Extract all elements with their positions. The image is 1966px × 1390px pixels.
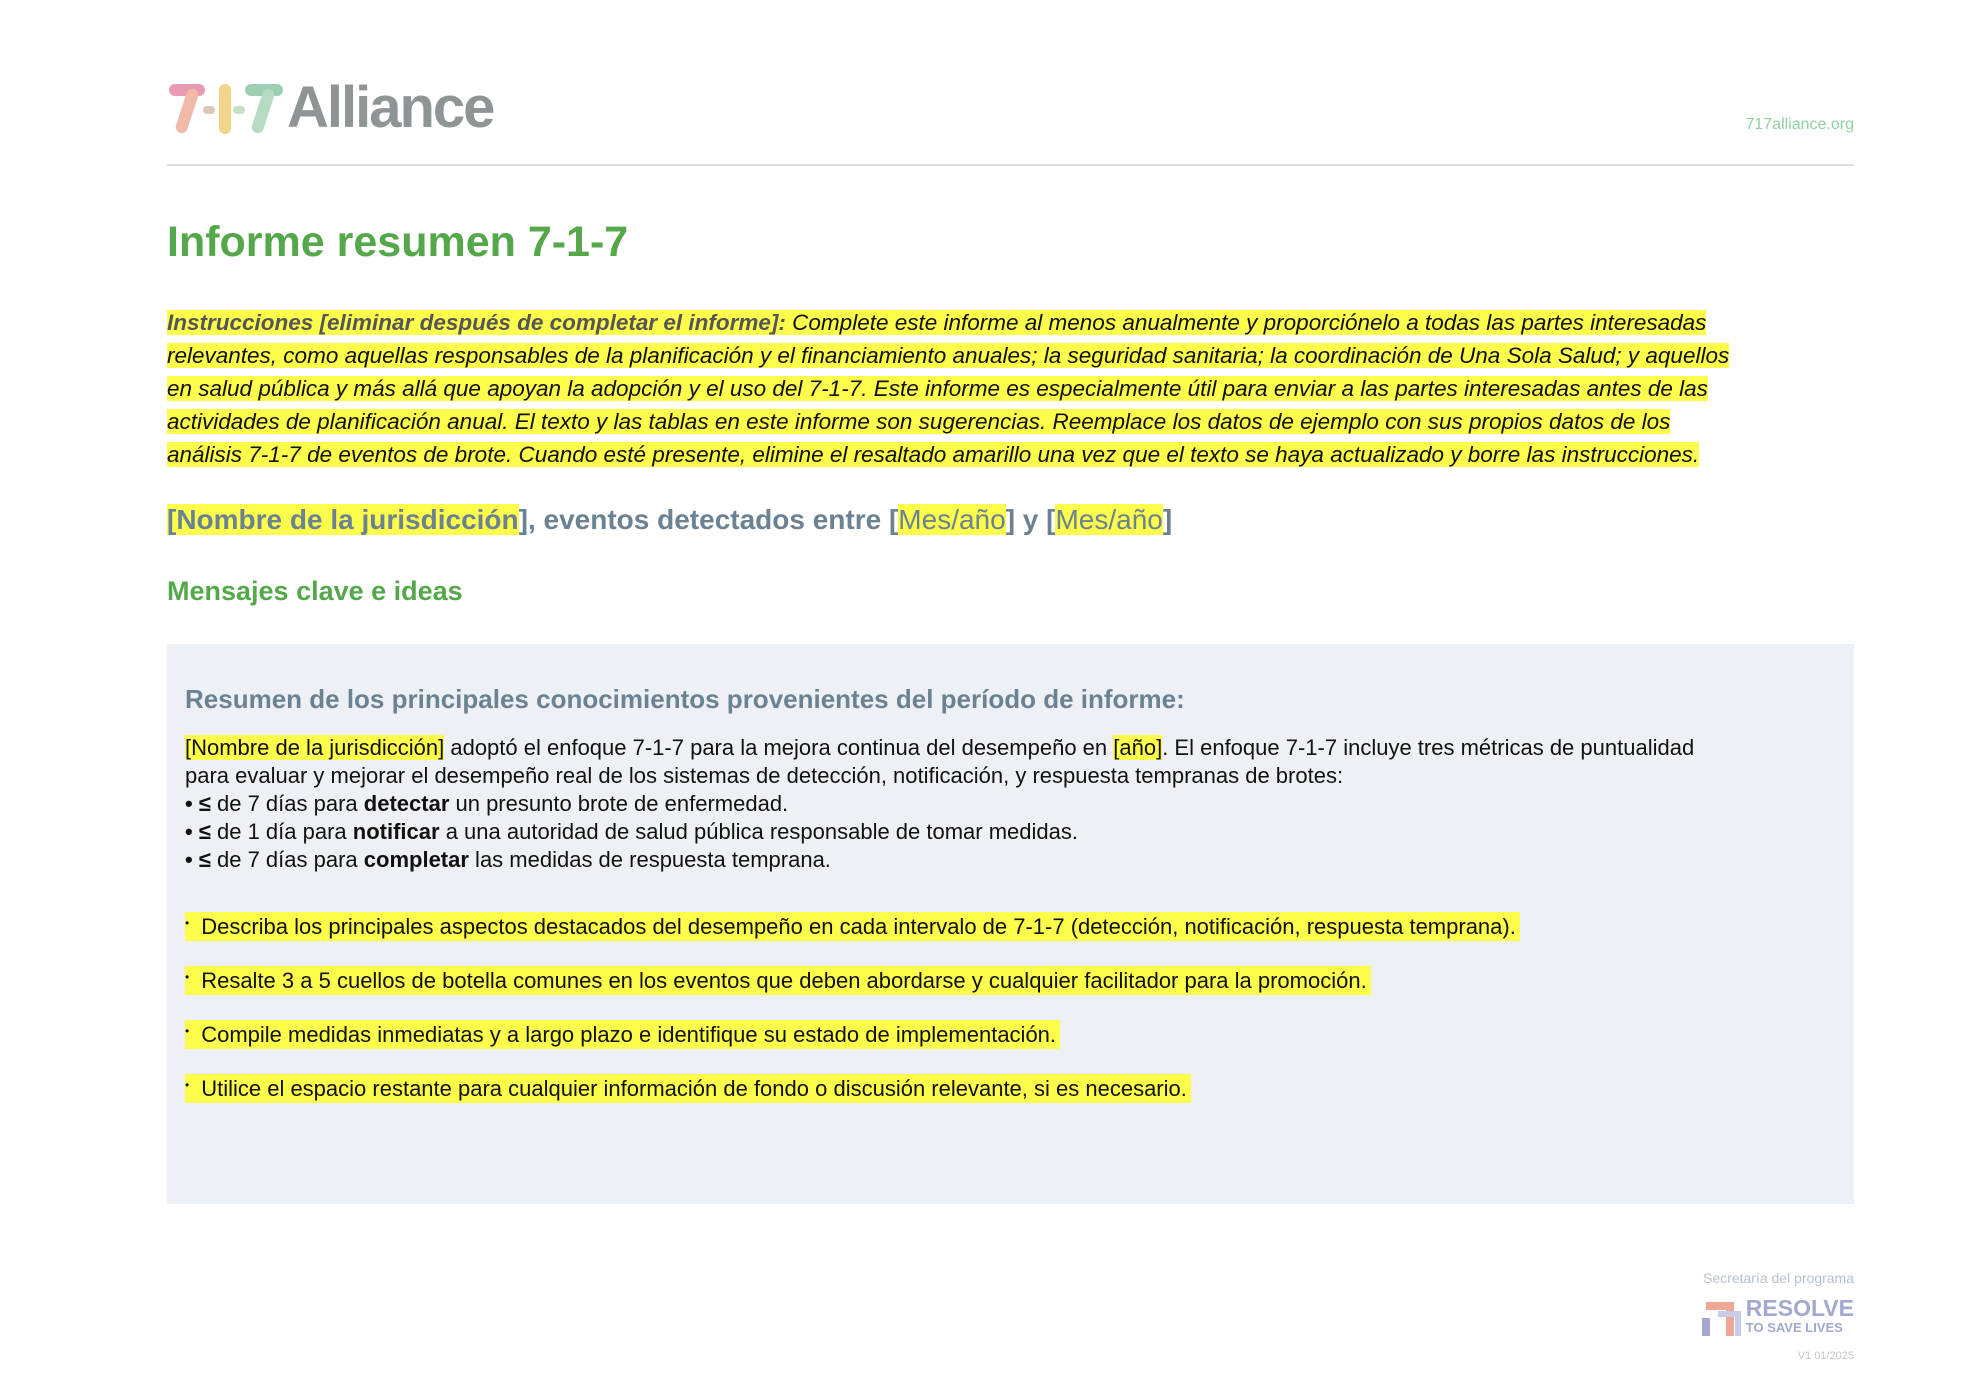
jurisdiction-period-heading bbox=[167, 504, 1172, 536]
bullet-dot-icon: • bbox=[185, 970, 190, 984]
guidance-text: Resalte 3 a 5 cuellos de botella comunes en los eventos que deben abordarse y cualquier facilitador para la promoción. bbox=[201, 968, 1367, 993]
summary-body bbox=[185, 734, 1845, 874]
metric-complete bbox=[185, 846, 1845, 874]
metric-post: las medidas de respuesta temprana. bbox=[468, 847, 831, 872]
metric-post: un presunto brote de enfermedad. bbox=[449, 791, 789, 816]
bullet-dot-icon: • bbox=[185, 1078, 190, 1092]
resolve-mark-icon bbox=[1700, 1298, 1742, 1338]
version-label: V1 01/2025 bbox=[1797, 1350, 1854, 1362]
resolve-to-save-lives-logo bbox=[1654, 1295, 1854, 1338]
instructions-line-4: actividades de planificación anual. El texto y las tablas en este informe son sugerencias. Reemplace los datos de ejemplo con sus propios datos de los bbox=[167, 409, 1671, 434]
metric-keyword: detectar bbox=[363, 791, 450, 816]
instructions-line-5: análisis 7-1-7 de eventos de brote. Cuando esté presente, elimine el resaltado amarillo una vez que el texto se haya actualizado y borre las instrucciones. bbox=[167, 442, 1700, 467]
page-footer bbox=[1654, 1270, 1854, 1362]
secretariat-label: Secretaría del programa bbox=[1703, 1270, 1854, 1286]
page-header bbox=[167, 72, 1854, 166]
717-logo-mark-icon bbox=[167, 78, 287, 138]
metric-post: a una autoridad de salud pública responsable de tomar medidas. bbox=[439, 819, 1078, 844]
heading-mid-text-2: ] y [ bbox=[1005, 504, 1056, 535]
summary-text-1: adoptó el enfoque 7-1-7 para la mejora continua del desempeño en bbox=[444, 735, 1114, 760]
resolve-text: RESOLVE bbox=[1745, 1295, 1854, 1321]
page-title: Informe resumen 7-1-7 bbox=[167, 218, 629, 266]
bullet-dot-icon: • bbox=[185, 1024, 190, 1038]
save-lives-text: TO SAVE LIVES bbox=[1745, 1320, 1843, 1335]
jurisdiction-placeholder: Nombre de la jurisdicción bbox=[176, 504, 519, 535]
year-placeholder: [año] bbox=[1113, 735, 1163, 760]
instructions-label: Instrucciones [eliminar después de completar el informe]: bbox=[167, 310, 786, 335]
jurisdiction-placeholder-inline: [Nombre de la jurisdicción] bbox=[185, 735, 445, 760]
guidance-text: Compile medidas inmediatas y a largo plazo e identifique su estado de implementación. bbox=[201, 1022, 1057, 1047]
instructions-paragraph bbox=[167, 306, 1867, 471]
metric-detect bbox=[185, 790, 1845, 818]
metric-keyword: notificar bbox=[352, 819, 440, 844]
717-alliance-logo bbox=[167, 72, 493, 138]
metric-pre: de 1 día para bbox=[210, 819, 353, 844]
end-month-placeholder: Mes/año bbox=[1055, 504, 1163, 535]
metric-bullet: • ≤ bbox=[185, 791, 211, 816]
metric-notify bbox=[185, 818, 1845, 846]
bracket-close: ] bbox=[1162, 504, 1173, 535]
site-url-link[interactable]: 717alliance.org bbox=[1745, 116, 1854, 133]
logo-text: Alliance bbox=[287, 75, 494, 140]
list-item bbox=[185, 1022, 1845, 1050]
summary-title: Resumen de los principales conocimientos provenientes del período de informe: bbox=[185, 684, 1185, 714]
instructions-line-1: Complete este informe al menos anualmente y proporciónelo a todas las partes interesadas bbox=[785, 310, 1707, 335]
key-messages-heading: Mensajes clave e ideas bbox=[167, 576, 463, 606]
metric-bullet: • ≤ bbox=[185, 819, 211, 844]
bracket-open: [ bbox=[167, 504, 177, 535]
list-item bbox=[185, 914, 1845, 942]
metric-bullet: • ≤ bbox=[185, 847, 211, 872]
bullet-dot-icon: • bbox=[185, 916, 190, 930]
list-item bbox=[185, 1076, 1845, 1104]
summary-text-3: para evaluar y mejorar el desempeño real de los sistemas de detección, notificación, y respuesta tempranas de brotes: bbox=[185, 763, 1344, 788]
guidance-text: Utilice el espacio restante para cualquier información de fondo o discusión relevante, si es necesario. bbox=[201, 1076, 1187, 1101]
guidance-text: Describa los principales aspectos destacados del desempeño en cada intervalo de 7-1-7 (detección, notificación, respuesta temprana). bbox=[201, 914, 1516, 939]
metric-pre: de 7 días para bbox=[210, 791, 364, 816]
metric-keyword: completar bbox=[363, 847, 469, 872]
metric-pre: de 7 días para bbox=[210, 847, 364, 872]
start-month-placeholder: Mes/año bbox=[898, 504, 1006, 535]
instructions-line-3: en salud pública y más allá que apoyan la adopción y el uso del 7-1-7. Este informe es especialmente útil para enviar a las partes interesadas antes de las bbox=[167, 376, 1708, 401]
summary-text-2: . El enfoque 7-1-7 incluye tres métricas de puntualidad bbox=[1162, 735, 1695, 760]
guidance-bullet-list bbox=[185, 914, 1845, 1130]
instructions-line-2: relevantes, como aquellas responsables de la planificación y el financiamiento anuales; la seguridad sanitaria; la coordinación de Una Sola Salud; y aquellos bbox=[167, 343, 1730, 368]
heading-mid-text: ], eventos detectados entre [ bbox=[518, 504, 899, 535]
list-item bbox=[185, 968, 1845, 996]
summary-box bbox=[167, 644, 1854, 1204]
